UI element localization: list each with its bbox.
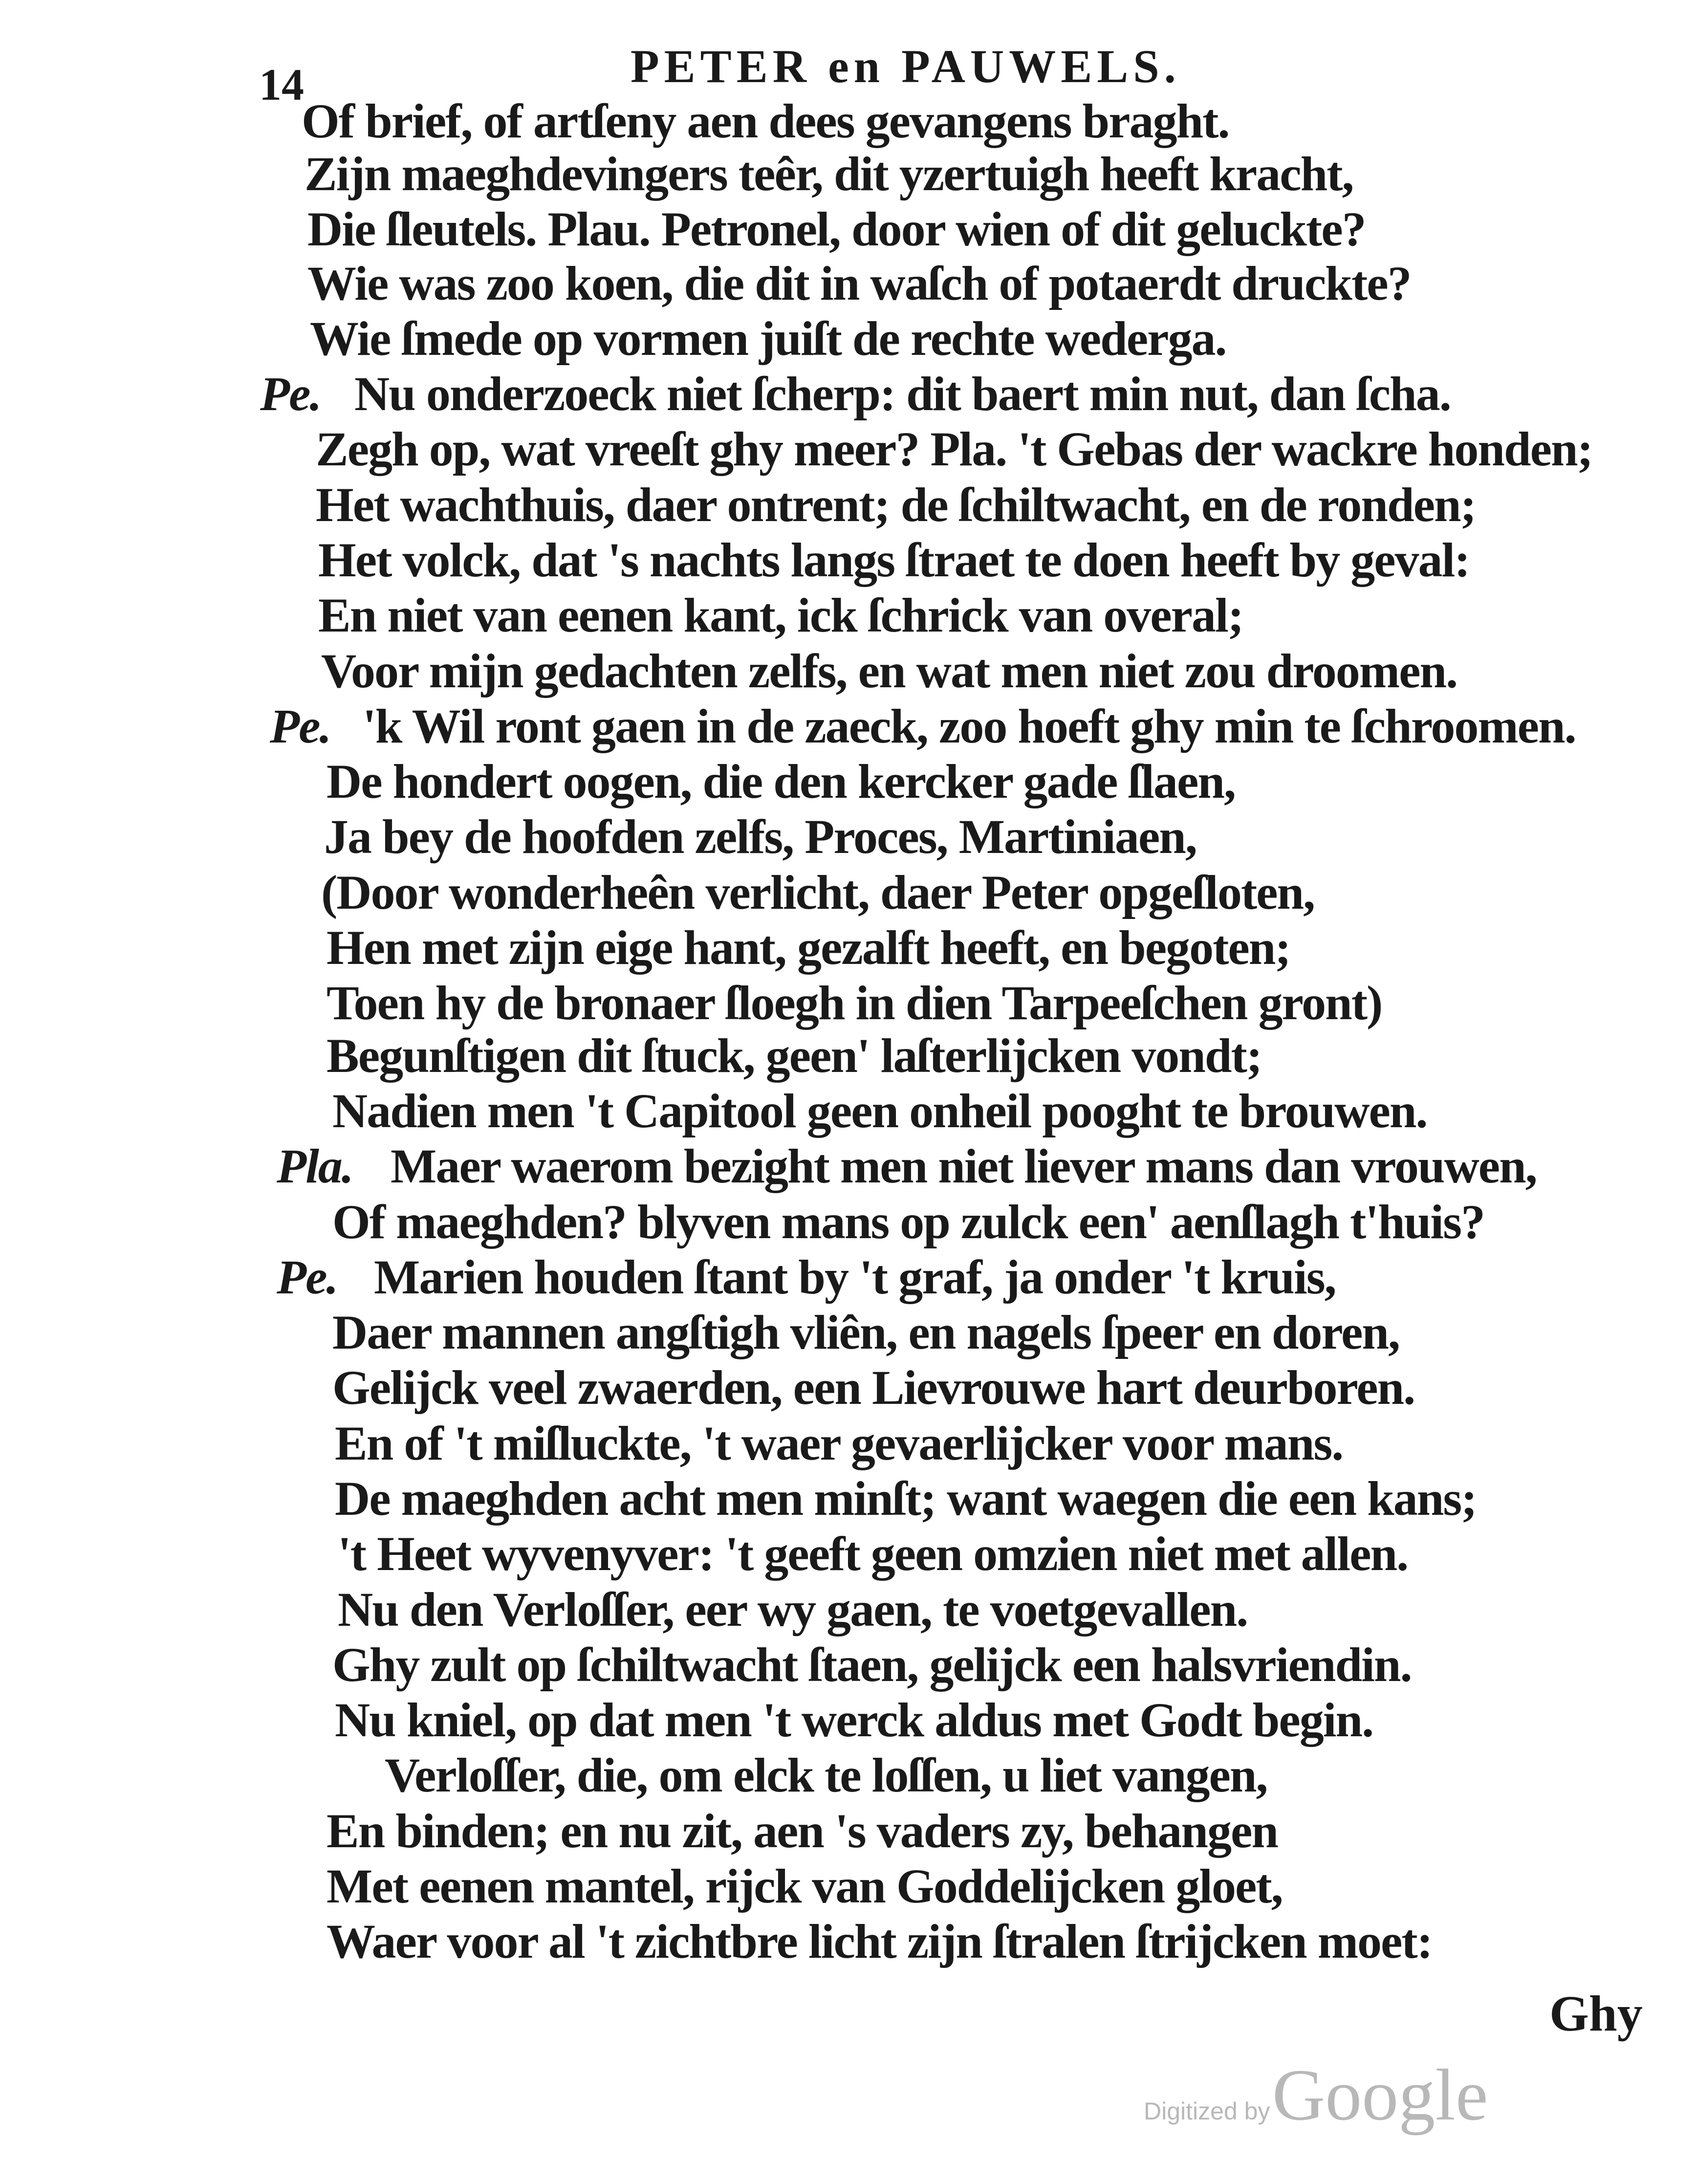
speaker-label: Pe. xyxy=(277,1250,338,1304)
verse-line: 't Heet wyvenyver: 't geeft geen omzien niet met allen. xyxy=(338,1527,1408,1581)
verse-line: En niet van eenen kant, ick ſchrick van overal; xyxy=(318,588,1243,642)
page-number: 14 xyxy=(259,60,304,109)
verse-line: Nadien men 't Capitool geen onheil pooght te brouwen. xyxy=(332,1084,1427,1138)
speaker-label: Pla. xyxy=(277,1139,353,1193)
verse-line: Zegh op, wat vreeſt ghy meer? Pla. 't Gebas der wackre honden; xyxy=(316,422,1592,476)
verse-line: Met eenen mantel, rijck van Goddelijcken gloet, xyxy=(326,1859,1283,1913)
verse-line: Nu den Verloſſer, eer wy gaen, te voetgevallen. xyxy=(338,1582,1248,1637)
watermark-prefix: Digitized by xyxy=(1144,2097,1270,2125)
verse-line: Of brief, of artſeny aen dees gevangens braght. xyxy=(302,94,1229,148)
verse-line: Die ſleutels. Plau. Petronel, door wien of dit geluckte? xyxy=(307,202,1366,256)
verse-line: Marien houden ſtant by 't graf, ja onder 't kruis, xyxy=(374,1250,1336,1304)
verse-line: Maer waerom bezight men niet liever mans dan vrouwen, xyxy=(391,1139,1537,1193)
google-logo: Google xyxy=(1272,2054,1488,2136)
verse-line: De maeghden acht men minſt; want waegen die een kans; xyxy=(335,1471,1477,1526)
verse-line: Zijn maeghdevingers teêr, dit yzertuigh heeft kracht, xyxy=(305,147,1353,201)
verse-line: Of maeghden? blyven mans op zulck een' aenſlagh t'huis? xyxy=(332,1195,1484,1249)
verse-line: Ja bey de hoofden zelfs, Proces, Martiniaen, xyxy=(324,809,1197,864)
catchword: Ghy xyxy=(1549,1986,1643,2042)
speaker-label: Pe. xyxy=(260,367,321,421)
verse-line: En of 't miſluckte, 't waer gevaerlijcker voor mans. xyxy=(335,1416,1343,1470)
verse-line: Verloſſer, die, om elck te loſſen, u liet vangen, xyxy=(385,1748,1267,1802)
verse-line: Het volck, dat 's nachts langs ſtraet te doen heeft by geval: xyxy=(318,533,1470,587)
verse-line: De hondert oogen, die den kercker gade ſlaen, xyxy=(326,754,1236,808)
verse-line: Begunſtigen dit ſtuck, geen' laſterlijcken vondt; xyxy=(326,1028,1262,1083)
speaker-label: Pe. xyxy=(270,699,331,753)
verse-line: (Door wonderheên verlicht, daer Peter opgeſloten, xyxy=(321,865,1315,919)
verse-line: Nu onderzoeck niet ſcherp: dit baert min nut, dan ſcha. xyxy=(354,367,1451,421)
verse-line: Het wachthuis, daer ontrent; de ſchiltwacht, en de ronden; xyxy=(316,478,1476,532)
verse-line: Toen hy de bronaer ſloegh in dien Tarpeeſchen gront) xyxy=(326,976,1382,1030)
verse-line: Voor mijn gedachten zelfs, en wat men niet zou droomen. xyxy=(321,644,1458,698)
verse-line: 'k Wil ront gaen in de zaeck, zoo hoeft ghy min te ſchroomen. xyxy=(363,699,1576,753)
verse-line: En binden; en nu zit, aen 's vaders zy, behangen xyxy=(326,1804,1278,1858)
digitized-watermark xyxy=(1144,2053,1488,2137)
verse-line: Ghy zult op ſchiltwacht ſtaen, gelijck een halsvriendin. xyxy=(332,1638,1412,1692)
verse-line: Wie was zoo koen, die dit in waſch of potaerdt druckte? xyxy=(307,256,1411,310)
verse-line: Hen met zijn eige hant, gezalft heeft, en begoten; xyxy=(326,920,1290,975)
verse-line: Waer voor al 't zichtbre licht zijn ſtralen ſtrijcken moet: xyxy=(326,1914,1432,1968)
verse-line: Wie ſmede op vormen juiſt de rechte wederga. xyxy=(310,311,1226,366)
verse-line: Gelijck veel zwaerden, een Lievrouwe hart deurboren. xyxy=(332,1360,1415,1415)
verse-line: Daer mannen angſtigh vliên, en nagels ſpeer en doren, xyxy=(332,1305,1400,1359)
running-title: PETER en PAUWELS. xyxy=(631,40,1181,92)
verse-line: Nu kniel, op dat men 't werck aldus met Godt begin. xyxy=(335,1693,1373,1747)
